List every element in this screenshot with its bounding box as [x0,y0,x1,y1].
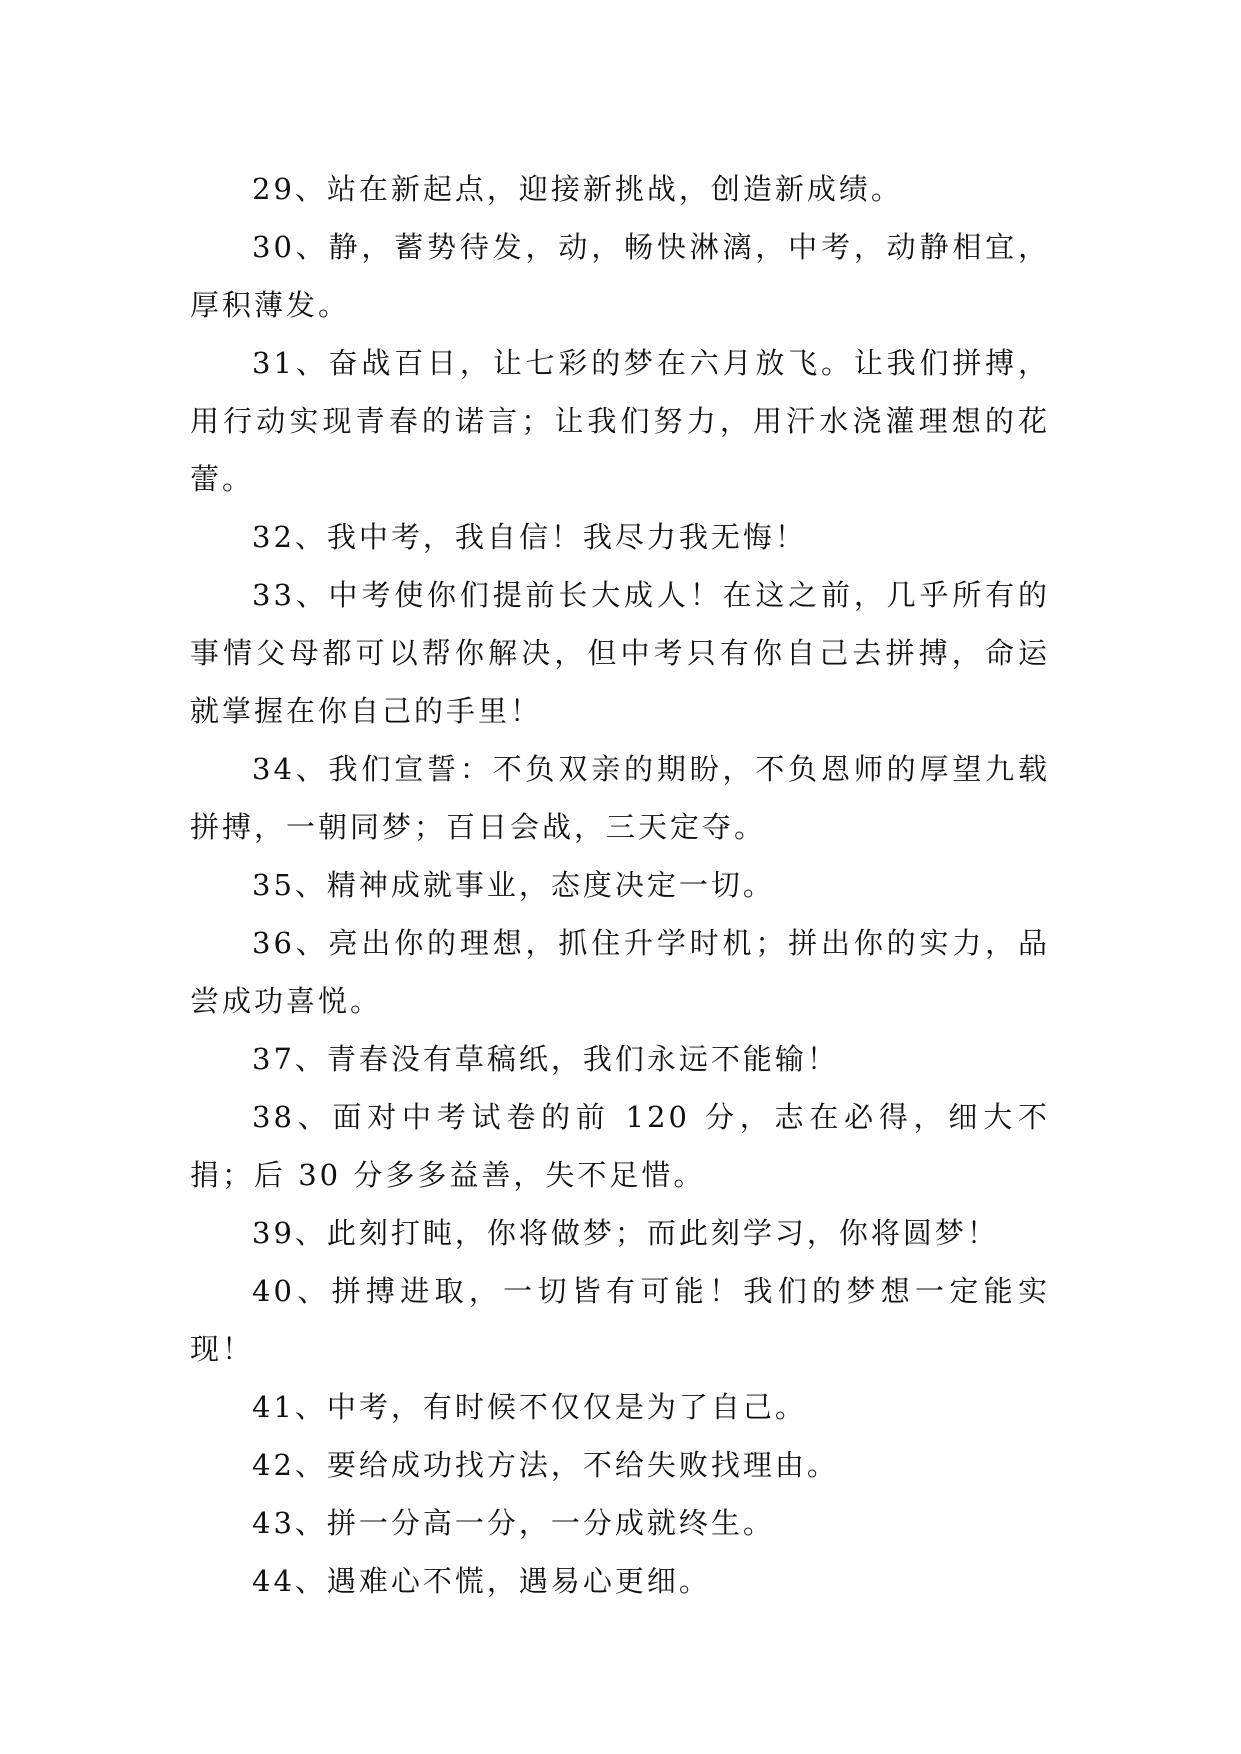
document-body [190,160,1050,1610]
paragraph-43: 43、拼一分高一分，一分成就终生。 [252,1506,775,1540]
paragraph-39: 39、此刻打盹，你将做梦；而此刻学习，你将圆梦！ [252,1216,999,1250]
paragraph-37: 37、青春没有草稿纸，我们永远不能输！ [252,1042,839,1076]
paragraph-44: 44、遇难心不慌，遇易心更细。 [252,1564,711,1598]
paragraph-31: 31、奋战百日，让七彩的梦在六月放飞。让我们拼搏，用行动实现青春的诺言；让我们努力，用汗水浇灌理想的花蕾。 [190,346,1050,496]
paragraph-29: 29、站在新起点，迎接新挑战，创造新成绩。 [252,172,903,206]
paragraph-33: 33、中考使你们提前长大成人！在这之前，几乎所有的事情父母都可以帮你解决，但中考只有你自己去拼搏，命运就掌握在你自己的手里！ [190,578,1050,728]
paragraph-40: 40、拼搏进取，一切皆有可能！我们的梦想一定能实现！ [190,1274,1050,1366]
paragraph-35: 35、精神成就事业，态度决定一切。 [252,868,775,902]
paragraph-36: 36、亮出你的理想，抓住升学时机；拼出你的实力，品尝成功喜悦。 [190,926,1050,1018]
paragraph-38: 38、面对中考试卷的前 120 分，志在必得，细大不捐；后 30 分多多益善，失不足惜。 [190,1100,1050,1192]
paragraph-32: 32、我中考，我自信！我尽力我无悔！ [252,520,807,554]
paragraph-41: 41、中考，有时候不仅仅是为了自己。 [252,1390,807,1424]
paragraph-42: 42、要给成功找方法，不给失败找理由。 [252,1448,839,1482]
paragraph-34: 34、我们宣誓：不负双亲的期盼，不负恩师的厚望九载拼搏，一朝同梦；百日会战，三天定夺。 [190,752,1050,844]
paragraph-30: 30、静，蓄势待发，动，畅快淋漓，中考，动静相宜，厚积薄发。 [190,230,1050,322]
